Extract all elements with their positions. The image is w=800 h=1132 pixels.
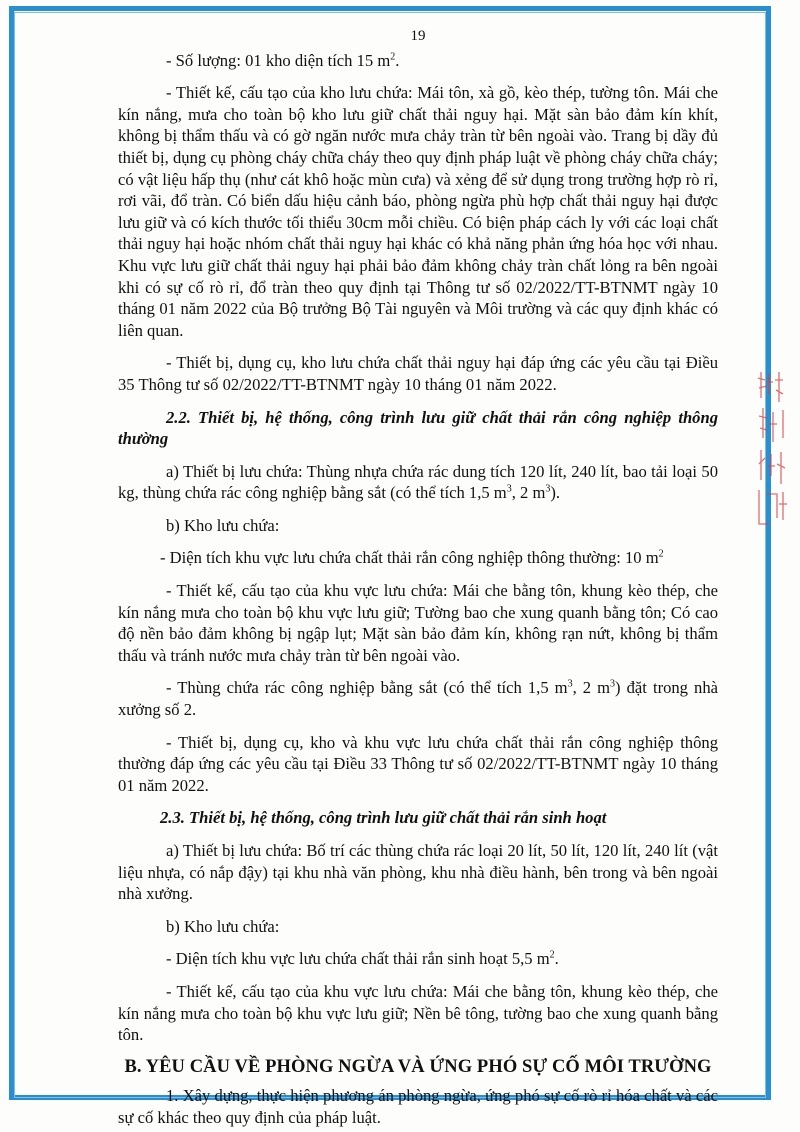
page-number: 19 bbox=[410, 28, 426, 44]
paragraph-storage-label-2: b) Kho lưu chứa: bbox=[166, 916, 280, 936]
paragraph-steel-bins: - Thùng chứa rác công nghiệp bằng sắt (có thể tích 1,5 $m^3$, 2 $m^3$) đặt trong nhà xưởng số 2. bbox=[118, 678, 718, 720]
paragraph-industrial-containers: a) Thiết bị lưu chứa: Thùng nhựa chứa rác dung tích 120 lít, 240 lít, bao tải loại 50 kg, thùng chứa rác công nghiệp bằng sắt (có thể tích 1,5 $m^3$, 2 $m^3$). bbox=[118, 461, 718, 503]
paragraph-hazardous-requirements: - Thiết bị, dụng cụ, kho lưu chứa chất thải nguy hại đáp ứng các yêu cầu tại Điều 35 Thông tư số 02/2022/TT-BTNMT ngày 10 tháng 01 năm 2022. bbox=[118, 353, 718, 394]
paragraph-storage-label: b) Kho lưu chứa: bbox=[166, 515, 280, 535]
paragraph-incident-plan: 1. Xây dựng, thực hiện phương án phòng ngừa, ứng phó sự cố rò rỉ hóa chất và các sự cố khác theo quy định của pháp luật. bbox=[118, 1086, 718, 1127]
paragraph-domestic-area: - Diện tích khu vực lưu chứa chất thải rắn sinh hoạt 5,5 $m^2$. bbox=[166, 949, 559, 969]
paragraph-industrial-requirements: - Thiết bị, dụng cụ, kho và khu vực lưu chứa chất thải rắn công nghiệp thông thường đáp ứng các yêu cầu tại Điều 33 Thông tư số 02/2022/TT-BTNMT ngày 10 tháng 01 năm 2022. bbox=[118, 732, 718, 795]
heading-2-2: 2.2. Thiết bị, hệ thống, công trình lưu giữ chất thải rắn công nghiệp thông thường bbox=[118, 407, 718, 449]
paragraph-domestic-design: - Thiết kế, cấu tạo của khu vực lưu chứa: Mái che bằng tôn, khung kèo thép, che kín nắng mưa cho toàn bộ khu vực lưu giữ; Nền bê tông, tường bao che xung quanh bằng tôn. bbox=[118, 981, 718, 1045]
paragraph-domestic-containers: a) Thiết bị lưu chứa: Bố trí các thùng chứa rác loại 20 lít, 50 lít, 120 lít, 240 lít (vật liệu nhựa, có nắp đậy) tại khu nhà văn phòng, khu nhà điều hành, bên trong và bên ngoài nhà xưởng. bbox=[118, 841, 718, 904]
document-body bbox=[118, 26, 718, 1129]
section-b-title: B. YÊU CẦU VỀ PHÒNG NGỪA VÀ ỨNG PHÓ SỰ CỐ MÔI TRƯỜNG bbox=[124, 1056, 712, 1077]
paragraph-storage-quantity: - Số lượng: 01 kho diện tích 15 $m^2$. bbox=[166, 50, 400, 70]
paragraph-industrial-area: - Diện tích khu vực lưu chứa chất thải rắn công nghiệp thông thường: 10 $m^2$ bbox=[160, 548, 664, 568]
paragraph-hazardous-storage-design: - Thiết kế, cấu tạo của kho lưu chứa: Mái tôn, xà gồ, kèo thép, tường tôn. Mái che kín nắng, mưa cho toàn bộ kho lưu giữ chất thải nguy hại. Mặt sàn bảo đảm kín khít, không bị thẩm thấu và có gờ ngăn nước mưa chảy tràn từ bên ngoài vào. Trang bị dầy đủ thiết bị, dụng cụ phòng cháy chữa cháy theo quy định pháp luật về phòng cháy chữa cháy; có vật liệu hấp thụ (như cát khô hoặc mùn cưa) và xẻng để sử dụng trong trường hợp rò rỉ, rơi vãi, đổ tràn. Có biển dấu hiệu cảnh báo, phòng ngừa phù hợp chất thải nguy hại được lưu giữ và có kích thước tối thiểu 30cm mỗi chiều. Có biện pháp cách ly với các loại chất thải nguy hại hoặc nhóm chất thải nguy hại khác có khả năng phản ứng hóa học với nhau. Khu vực lưu giữ chất thải nguy hại phải bảo đảm không chảy tràn chất lỏng ra bên ngoài khi có sự cố rò rỉ, đổ tràn theo quy định tại Thông tư số 02/2022/TT-BTNMT ngày 10 tháng 01 năm 2022 của Bộ trưởng Bộ Tài nguyên và Môi trường và các quy định khác có liên quan. bbox=[118, 83, 718, 340]
margin-seal-stamp bbox=[755, 368, 791, 528]
heading-2-3: 2.3. Thiết bị, hệ thống, công trình lưu giữ chất thải rắn sinh hoạt bbox=[160, 808, 607, 828]
paragraph-industrial-design: - Thiết kế, cấu tạo của khu vực lưu chứa: Mái che bằng tôn, khung kèo thép, che kín nắng mưa cho toàn bộ khu vực lưu giữ; Tường bao che xung quanh bằng tôn; Có cao độ nền bảo đảm không bị ngập lụt; Mặt sàn bảo đảm kín, không rạn nứt, không bị thẩm thấu và tránh nước mưa chảy tràn từ bên ngoài vào. bbox=[118, 581, 718, 665]
